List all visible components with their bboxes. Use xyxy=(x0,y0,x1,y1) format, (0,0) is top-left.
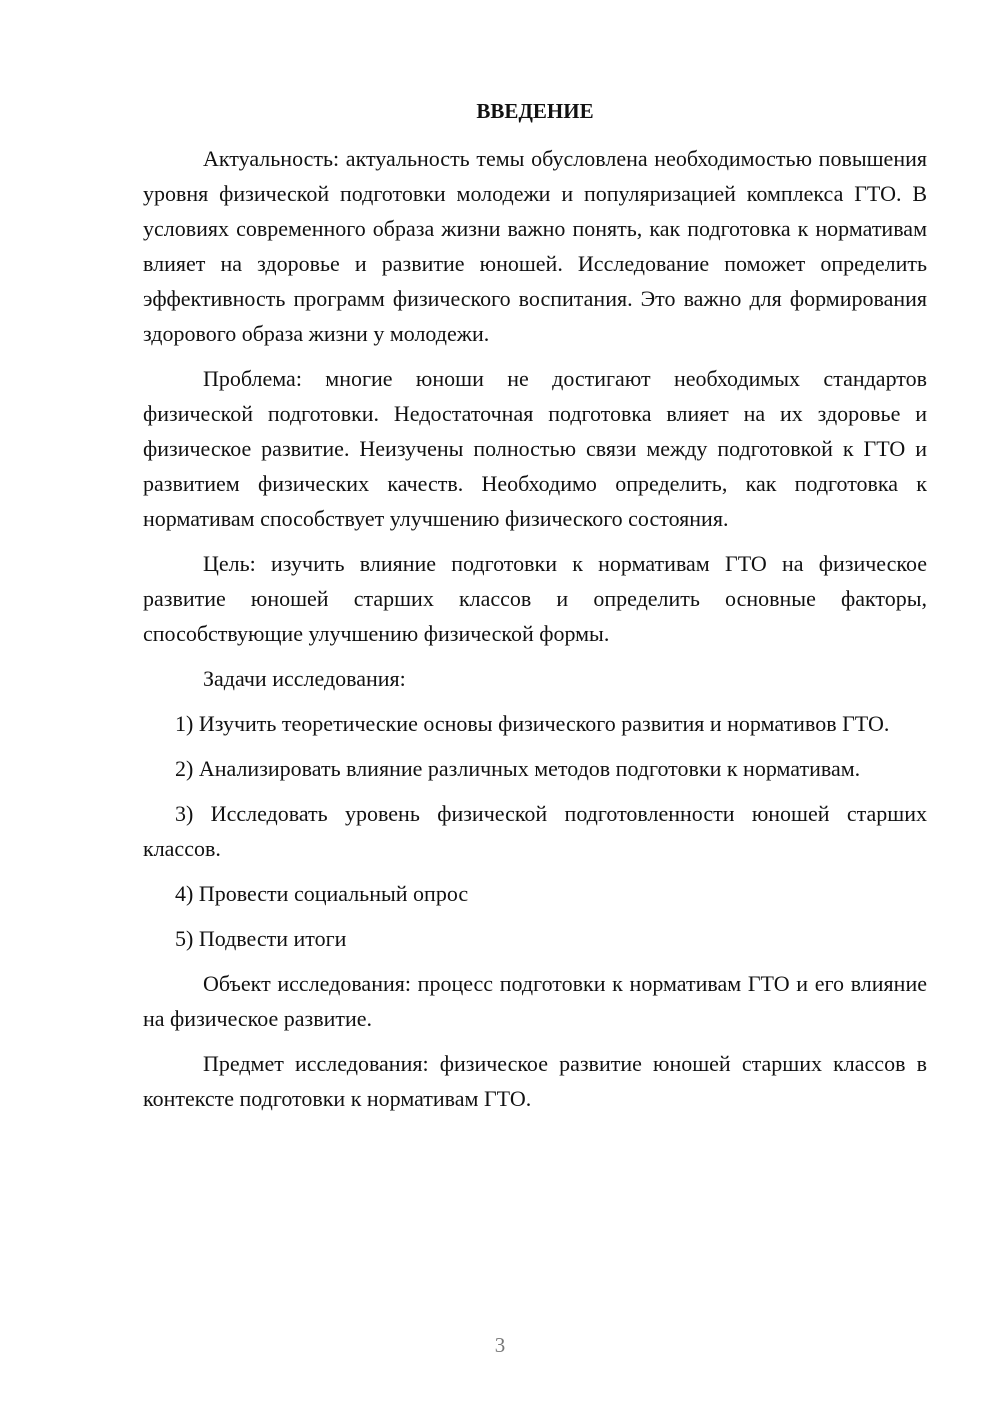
page-title: ВВЕДЕНИЕ xyxy=(476,99,594,123)
paragraph-relevance: Актуальность: актуальность темы обусловлена необходимостью повышения уровня физической подготовки молодежи и популяризацией комплекса ГТО. В условиях современного образа жизни важно понять, как подготовка к нормативам влияет на здоровье и развитие юношей. Исследование поможет определить эффективность программ физического воспитания. Это важно для формирования здорового образа жизни у молодежи. xyxy=(143,146,927,346)
task-item-4: 4) Провести социальный опрос xyxy=(175,881,469,906)
task-item-3: 3) Исследовать уровень физической подготовленности юношей старших классов. xyxy=(143,801,927,861)
page-number: 3 xyxy=(494,1333,506,1357)
paragraph-goal: Цель: изучить влияние подготовки к нормативам ГТО на физическое развитие юношей старших классов и определить основные факторы, способствующие улучшению физической формы. xyxy=(143,551,927,646)
paragraph-tasks-heading: Задачи исследования: xyxy=(203,666,406,691)
task-item-1: 1) Изучить теоретические основы физического развития и нормативов ГТО. xyxy=(175,711,890,736)
task-item-5: 5) Подвести итоги xyxy=(175,926,347,951)
page-content xyxy=(143,94,927,1126)
paragraph-subject: Предмет исследования: физическое развитие юношей старших классов в контексте подготовки к нормативам ГТО. xyxy=(143,1051,927,1111)
paragraph-problem: Проблема: многие юноши не достигают необходимых стандартов физической подготовки. Недостаточная подготовка влияет на их здоровье и физическое развитие. Неизучены полностью связи между подготовкой к ГТО и развитием физических качеств. Необходимо определить, как подготовка к нормативам способствует улучшению физического состояния. xyxy=(143,366,927,531)
task-item-2: 2) Анализировать влияние различных методов подготовки к нормативам. xyxy=(175,756,861,781)
paragraph-object: Объект исследования: процесс подготовки к нормативам ГТО и его влияние на физическое развитие. xyxy=(143,971,927,1031)
